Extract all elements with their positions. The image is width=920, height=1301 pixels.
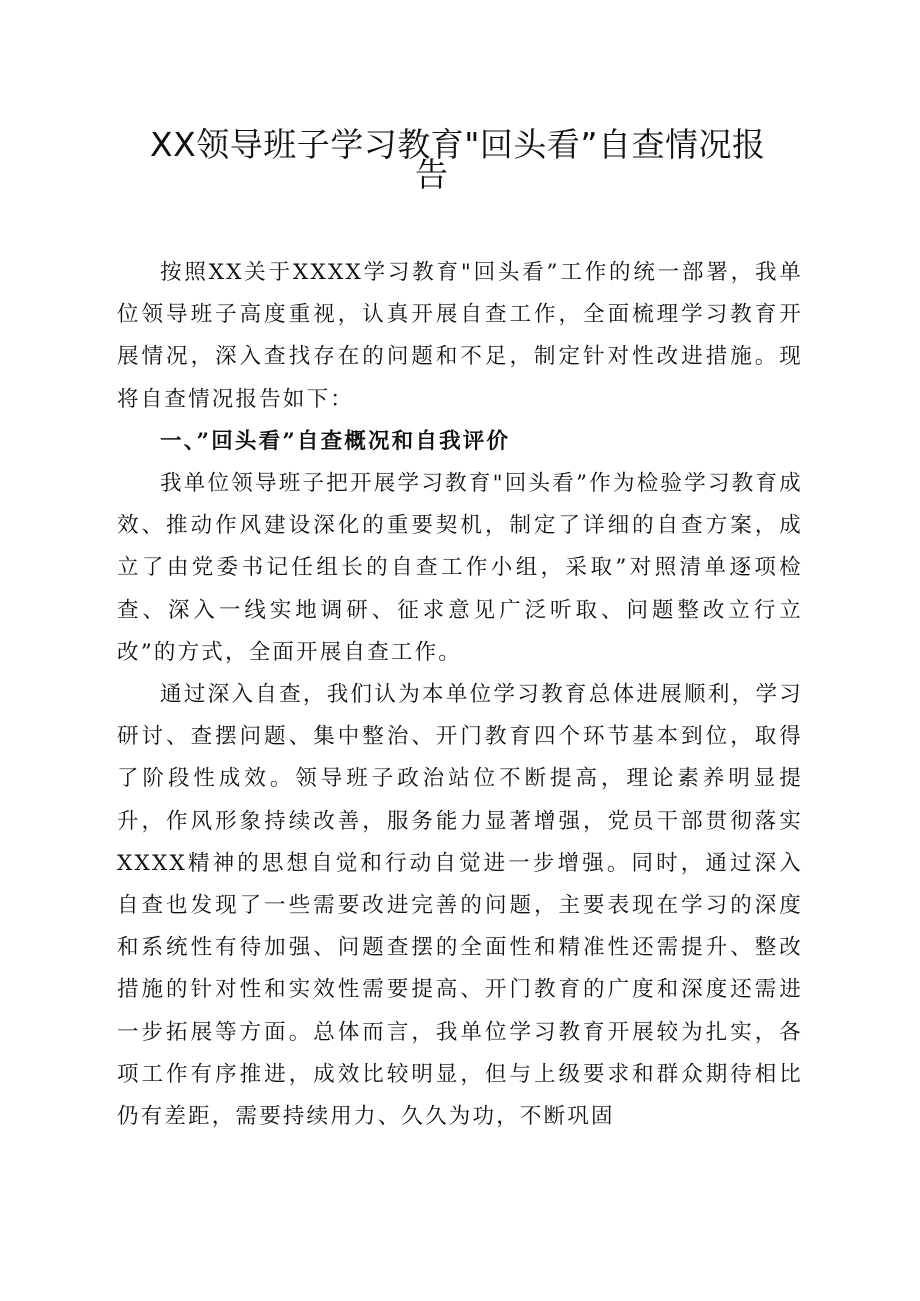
paragraph-intro: 按照XX关于XXXX学习教育"回头看”工作的统一部署，我单位领导班子高度重视，认真开展自查工作，全面梳理学习教育开展情况，深入查找存在的问题和不足，制定针对性改进措施。现将自查情况报告如下： bbox=[117, 260, 803, 412]
document-title bbox=[150, 125, 770, 194]
paragraph-overview: 我单位领导班子把开展学习教育"回头看”作为检验学习教育成效、推动作风建设深化的重要契机，制定了详细的自查方案，成立了由党委书记任组长的自查工作小组，采取”对照清单逐项检查、深入一线实地调研、征求意见广泛听取、问题整改立行立改”的方式，全面开展自查工作。 bbox=[117, 471, 803, 665]
document-body bbox=[117, 252, 803, 1138]
paragraph-self-evaluation: 通过深入自查，我们认为本单位学习教育总体进展顺利，学习研讨、查摆问题、集中整治、开门教育四个环节基本到位，取得了阶段性成效。领导班子政治站位不断提高，理论素养明显提升，作风形象持续改善，服务能力显著增强，党员干部贯彻落实XXXX精神的思想自觉和行动自觉进一步增强。同时，通过深入自查也发现了一些需要改进完善的问题，主要表现在学习的深度和系统性有待加强、问题查摆的全面性和精准性还需提升、整改措施的针对性和实效性需要提高、开门教育的广度和深度还需进一步拓展等方面。总体而言，我单位学习教育开展较为扎实，各项工作有序推进，成效比较明显，但与上级要求和群众期待相比仍有差距，需要持续用力、久久为功，不断巩固 bbox=[117, 682, 803, 1130]
document-title-line-1: XX领导班子学习教育"回头看”自查情况报 bbox=[150, 125, 766, 164]
document-title-line-2: 告 bbox=[415, 155, 449, 194]
section-heading-1: 一、”回头看”自查概况和自我评价 bbox=[160, 428, 511, 454]
